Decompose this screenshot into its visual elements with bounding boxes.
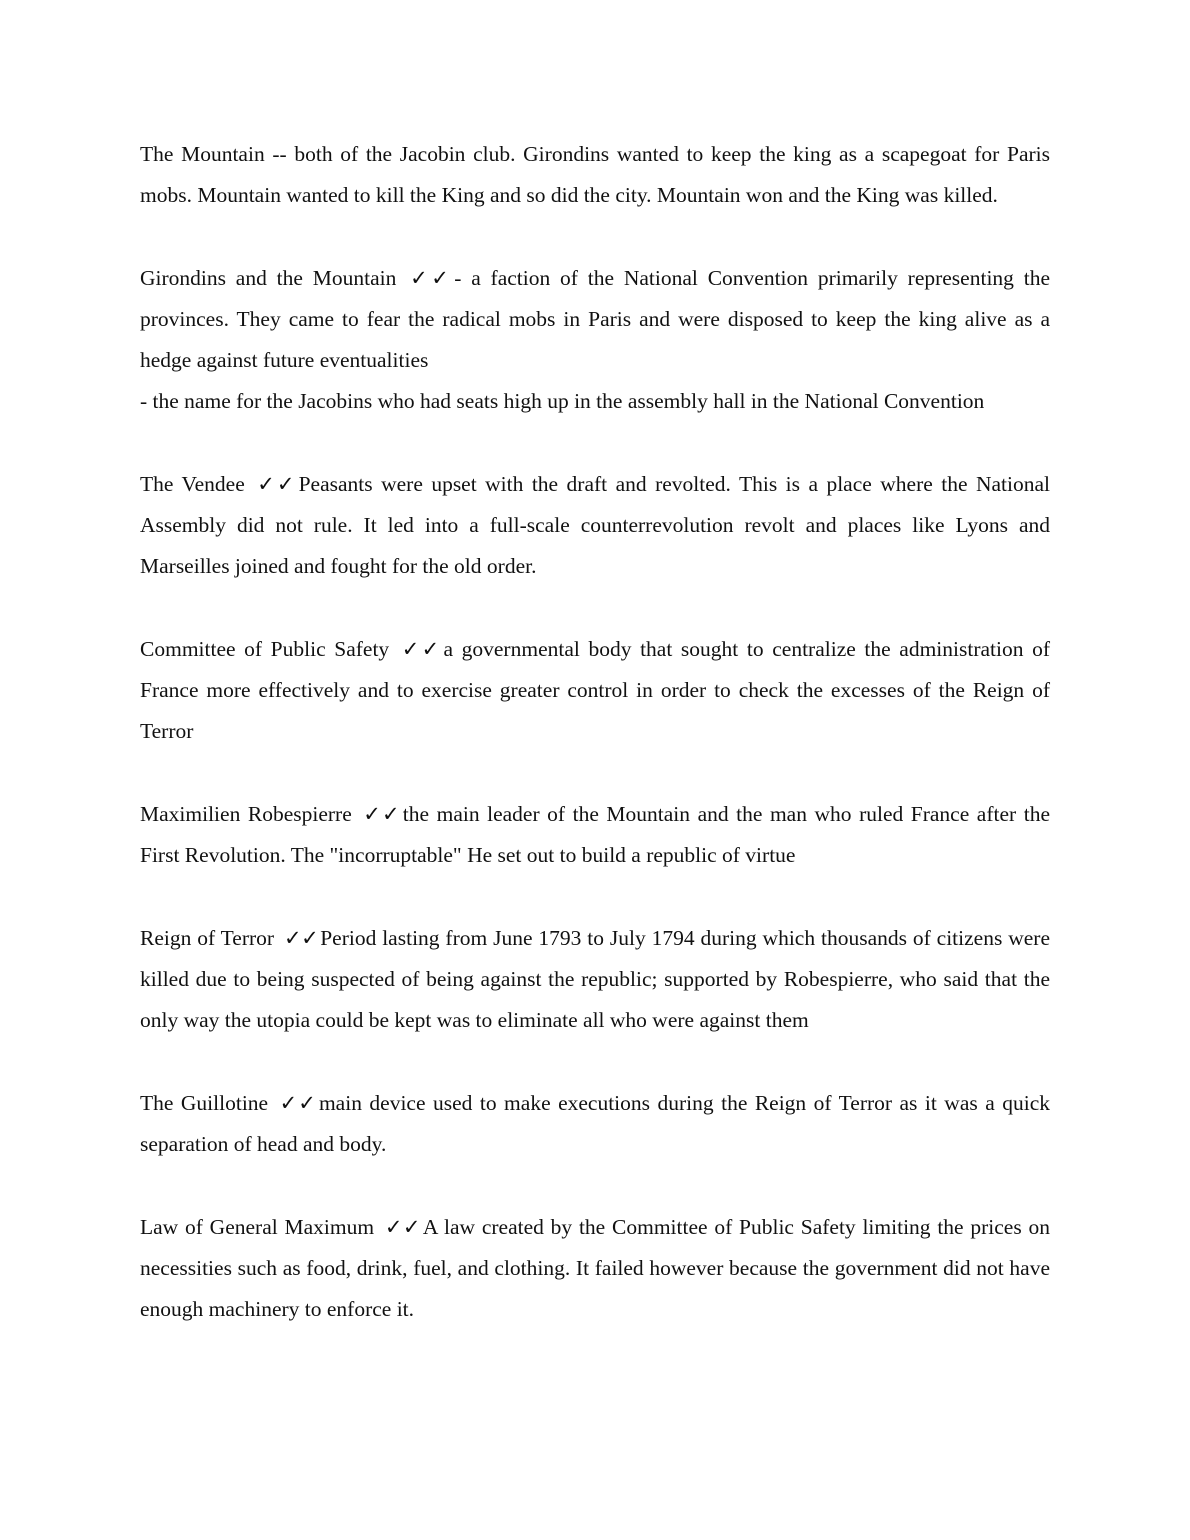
entry-text: Period lasting from June 1793 to July 1794 during which thousands of citizens were killed due to being suspected of being against the republic; supported by Robespierre, who said that the only way the utopia could be kept was to eliminate all who were against them <box>140 926 1050 1032</box>
entry-law-of-general-maximum <box>140 1207 1050 1330</box>
entry-reign-of-terror <box>140 918 1050 1041</box>
double-check-mark-icon: ✓✓ <box>279 1091 317 1115</box>
document-page <box>140 134 1050 1372</box>
entry-term: Committee of Public Safety <box>140 637 390 661</box>
entry-term: Girondins and the Mountain <box>140 266 397 290</box>
double-check-mark-icon: ✓✓ <box>401 637 442 661</box>
entry-term: Reign of Terror <box>140 926 275 950</box>
entry-subtext: - the name for the Jacobins who had seats high up in the assembly hall in the National Convention <box>140 389 985 413</box>
entry-girondins-and-the-mountain <box>140 258 1050 422</box>
entry-term: Maximilien Robespierre <box>140 802 352 826</box>
entry-committee-of-public-safety <box>140 629 1050 752</box>
double-check-mark-icon: ✓✓ <box>410 266 453 290</box>
double-check-mark-icon: ✓✓ <box>283 926 319 950</box>
entry-text: Peasants were upset with the draft and revolted. This is a place where the National Assembly did not rule. It led into a full-scale counterrevolution revolt and places like Lyons and Marseilles joined and fought for the old order. <box>140 472 1050 578</box>
entry-text: main device used to make executions during the Reign of Terror as it was a quick separation of head and body. <box>140 1091 1050 1156</box>
entry-maximilien-robespierre <box>140 794 1050 876</box>
double-check-mark-icon: ✓✓ <box>384 1215 421 1239</box>
entry-term: The Guillotine <box>140 1091 269 1115</box>
entry-text: The Mountain -- both of the Jacobin club. Girondins wanted to keep the king as a scapegoat for Paris mobs. Mountain wanted to kill the King and so did the city. Mountain won and the King was killed. <box>140 142 1050 207</box>
entry-text: A law created by the Committee of Public Safety limiting the prices on necessities such as food, drink, fuel, and clothing. It failed however because the government did not have enough machinery to enforce it. <box>140 1215 1050 1321</box>
entry-the-guillotine <box>140 1083 1050 1165</box>
entry-text: a governmental body that sought to centralize the administration of France more effectively and to exercise greater control in order to check the excesses of the Reign of Terror <box>140 637 1051 743</box>
double-check-mark-icon: ✓✓ <box>257 472 297 496</box>
entry-text: the main leader of the Mountain and the man who ruled France after the First Revolution. The "incorruptable" He set out to build a republic of virtue <box>140 802 1050 867</box>
entry-the-vendee <box>140 464 1050 587</box>
entry-term: Law of General Maximum <box>140 1215 375 1239</box>
entry-text: - a faction of the National Convention primarily representing the provinces. They came to fear the radical mobs in Paris and were disposed to keep the king alive as a hedge against future eventualities <box>140 266 1050 372</box>
entry-term: The Vendee <box>140 472 245 496</box>
double-check-mark-icon: ✓✓ <box>363 802 401 826</box>
entry-the-mountain <box>140 134 1050 216</box>
